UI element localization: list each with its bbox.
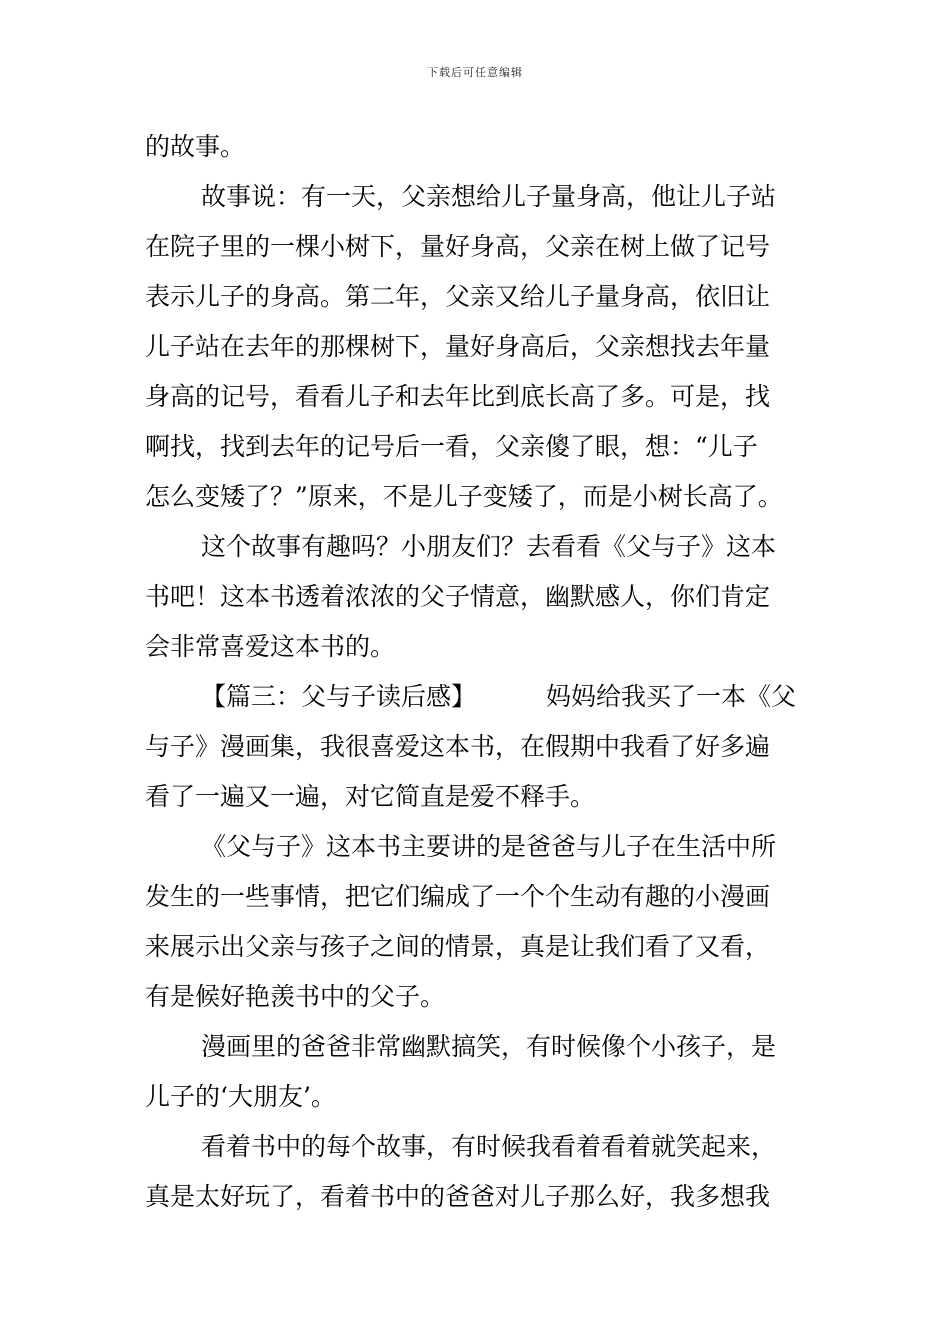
- paragraph-start-line: 这个故事有趣吗？小朋友们？去看看《父与子》这本: [201, 532, 777, 561]
- text-line: 表示儿子的身高。第二年，父亲又给儿子量身高，依旧让: [145, 282, 771, 311]
- paragraph-start-line: 看着书中的每个故事，有时候我看着看着就笑起来，: [201, 1132, 777, 1161]
- text-line: 身高的记号，看看儿子和去年比到底长高了多。可是，找: [145, 382, 771, 411]
- section-first-text: 妈妈给我买了一本《父: [546, 682, 797, 711]
- page-header: 下载后可任意编辑: [427, 66, 523, 79]
- text-line: 有是候好艳羡书中的父子。: [145, 982, 446, 1011]
- paragraph-start-line: 漫画里的爸爸非常幽默搞笑，有时候像个小孩子，是: [201, 1032, 777, 1061]
- text-line: 发生的一些事情，把它们编成了一个个生动有趣的小漫画: [145, 882, 771, 911]
- text-line: 书吧！这本书透着浓浓的父子情意，幽默感人，你们肯定: [145, 582, 771, 611]
- section-heading-line: [145, 672, 810, 722]
- paragraph-start-line: 故事说：有一天，父亲想给儿子量身高，他让儿子站: [201, 182, 777, 211]
- section-heading: 【篇三：父与子读后感】: [201, 682, 477, 711]
- text-line: 儿子站在去年的那棵树下，量好身高后，父亲想找去年量: [145, 332, 771, 361]
- text-line: 看了一遍又一遍，对它简直是爱不释手。: [145, 782, 596, 811]
- text-line: 儿子的‘大朋友’。: [145, 1082, 336, 1111]
- text-line: 的故事。: [145, 132, 246, 161]
- document-body: [145, 122, 810, 1222]
- paragraph-start-line: 《父与子》这本书主要讲的是爸爸与儿子在生活中所: [201, 832, 777, 861]
- text-line: 与子》漫画集，我很喜爱这本书，在假期中我看了好多遍: [145, 732, 771, 761]
- text-line: 怎么变矮了？”原来，不是儿子变矮了，而是小树长高了。: [145, 482, 783, 511]
- text-line: 来展示出父亲与孩子之间的情景，真是让我们看了又看，: [145, 932, 771, 961]
- text-line: 真是太好玩了，看着书中的爸爸对儿子那么好，我多想我: [145, 1182, 771, 1211]
- text-line: 会非常喜爱这本书的。: [145, 632, 396, 661]
- text-line: 啊找，找到去年的记号后一看，父亲傻了眼，想：“儿子: [145, 432, 758, 461]
- text-line: 在院子里的一棵小树下，量好身高，父亲在树上做了记号: [145, 232, 771, 261]
